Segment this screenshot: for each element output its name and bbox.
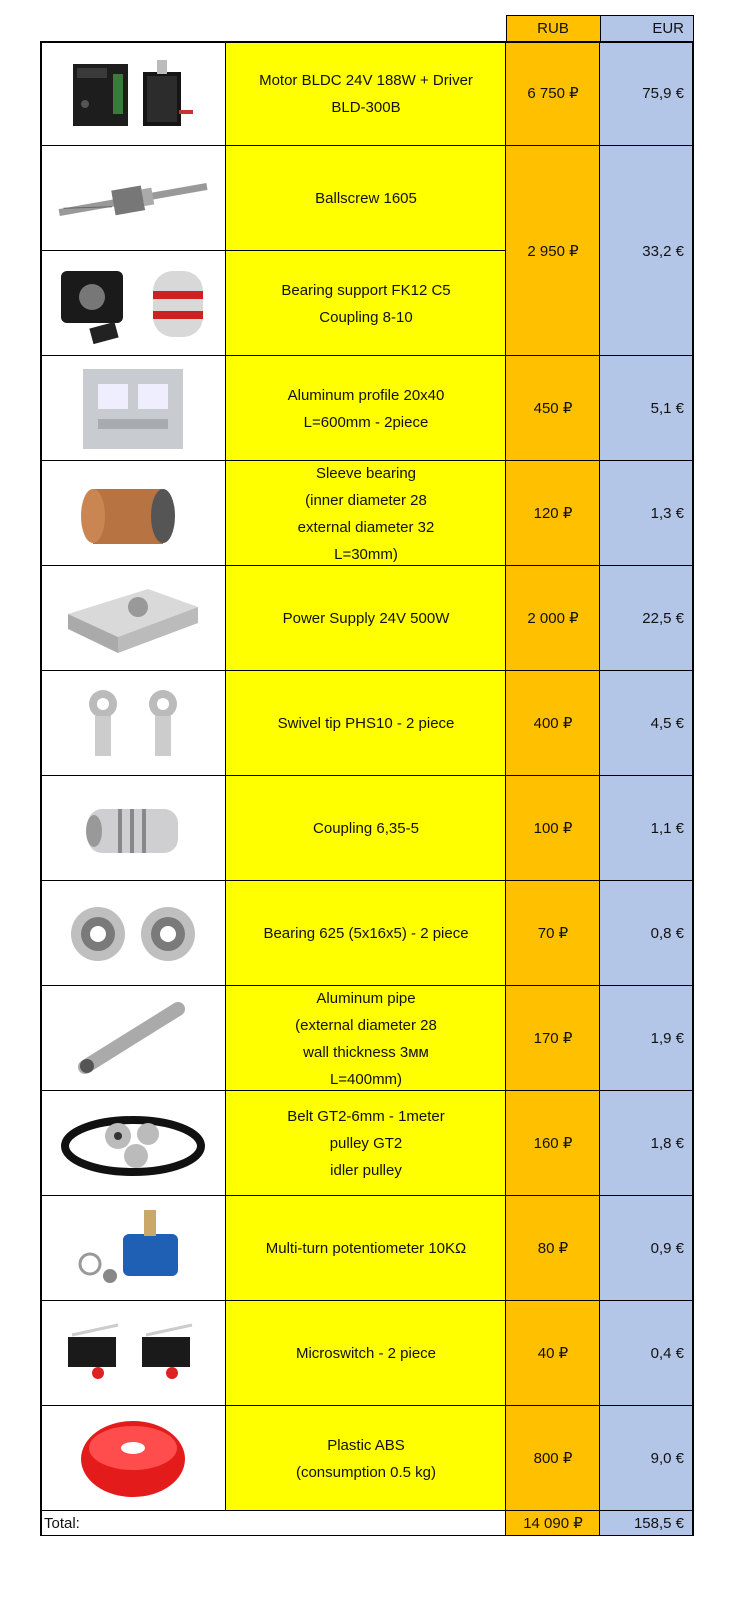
price-eur: 0,9 € [600,1196,694,1301]
product-image [40,1091,226,1196]
grid-line [40,880,694,881]
price-eur: 1,9 € [600,986,694,1091]
potentiometer-icon [68,1204,198,1294]
price-rub: 400 ₽ [506,671,600,776]
product-image [40,356,226,461]
price-eur: 75,9 € [600,41,694,146]
coupling-icon [78,789,188,869]
price-rub: 70 ₽ [506,881,600,986]
grid-line [40,775,694,776]
motor-driver-icon [63,54,203,134]
item-name: Bearing support FK12 C5 Coupling 8-10 [226,251,506,356]
sleeve-bearing-icon [78,474,188,554]
grid-line [40,1510,694,1511]
item-name: Multi-turn potentiometer 10KΩ [226,1196,506,1301]
grid-line [40,41,694,43]
power-supply-icon [58,579,208,659]
grid-line [40,1405,694,1406]
price-rub: 40 ₽ [506,1301,600,1406]
grid-line [599,1511,600,1536]
grid-line [40,1535,694,1536]
product-image [40,1301,226,1406]
microswitch-icon [58,1319,208,1389]
ballscrew-icon [53,174,213,224]
grid-line [40,565,694,566]
grid-line [40,1090,694,1091]
product-image [40,776,226,881]
grid-line [40,145,694,146]
product-image [40,671,226,776]
grid-line [40,460,694,461]
price-eur: 5,1 € [600,356,694,461]
product-image [40,146,226,251]
header-eur: EUR [600,15,694,41]
price-eur: 22,5 € [600,566,694,671]
grid-line [40,1300,694,1301]
product-image [40,566,226,671]
item-name: Aluminum pipe (external diameter 28 wall thickness 3мм L=400mm) [226,986,506,1091]
product-image [40,881,226,986]
price-rub: 160 ₽ [506,1091,600,1196]
price-eur: 0,8 € [600,881,694,986]
grid-line [599,41,600,1511]
price-eur: 1,8 € [600,1091,694,1196]
total-label: Total: [40,1511,506,1536]
grid-line [505,41,506,1511]
product-image [40,461,226,566]
price-rub: 120 ₽ [506,461,600,566]
item-name: Coupling 6,35-5 [226,776,506,881]
grid-line [40,41,42,1536]
grid-line [506,15,507,41]
price-rub: 450 ₽ [506,356,600,461]
product-image [40,1406,226,1511]
price-rub: 170 ₽ [506,986,600,1091]
filament-spool-icon [73,1414,193,1504]
price-eur: 0,4 € [600,1301,694,1406]
price-eur: 9,0 € [600,1406,694,1511]
item-name: Aluminum profile 20x40 L=600mm - 2piece [226,356,506,461]
grid-line [600,15,601,41]
item-name: Power Supply 24V 500W [226,566,506,671]
item-name: Motor BLDC 24V 188W + Driver BLD-300B [226,41,506,146]
price-rub: 6 750 ₽ [506,41,600,146]
price-rub: 2 950 ₽ [506,146,600,356]
product-image [40,251,226,356]
item-name: Plastic ABS (consumption 0.5 kg) [226,1406,506,1511]
grid-line [693,15,694,41]
grid-line [40,250,506,251]
price-eur: 1,1 € [600,776,694,881]
price-eur: 33,2 € [600,146,694,356]
aluminum-profile-icon [78,364,188,454]
swivel-tip-icon [73,684,193,764]
grid-line [40,985,694,986]
price-rub: 800 ₽ [506,1406,600,1511]
item-name: Microswitch - 2 piece [226,1301,506,1406]
product-image [40,1196,226,1301]
item-name: Bearing 625 (5x16x5) - 2 piece [226,881,506,986]
price-rub: 2 000 ₽ [506,566,600,671]
grid-line [40,670,694,671]
price-rub: 100 ₽ [506,776,600,881]
grid-line [692,41,694,1536]
ball-bearing-icon [63,899,203,969]
grid-line [225,41,226,1511]
product-image [40,41,226,146]
grid-line [505,1511,506,1536]
price-eur: 1,3 € [600,461,694,566]
grid-line [40,1195,694,1196]
grid-line [40,355,694,356]
price-rub: 80 ₽ [506,1196,600,1301]
item-name: Belt GT2-6mm - 1meter pulley GT2 idler pulley [226,1091,506,1196]
item-name: Sleeve bearing (inner diameter 28 external diameter 32 L=30mm) [226,461,506,566]
item-name: Ballscrew 1605 [226,146,506,251]
belt-pulley-icon [58,1104,208,1184]
price-eur: 4,5 € [600,671,694,776]
header-rub: RUB [506,15,600,41]
item-name: Swivel tip PHS10 - 2 piece [226,671,506,776]
total-eur: 158,5 € [600,1511,694,1536]
total-rub: 14 090 ₽ [506,1511,600,1536]
bearing-support-icon [53,259,213,349]
aluminum-pipe-icon [73,999,193,1079]
product-image [40,986,226,1091]
